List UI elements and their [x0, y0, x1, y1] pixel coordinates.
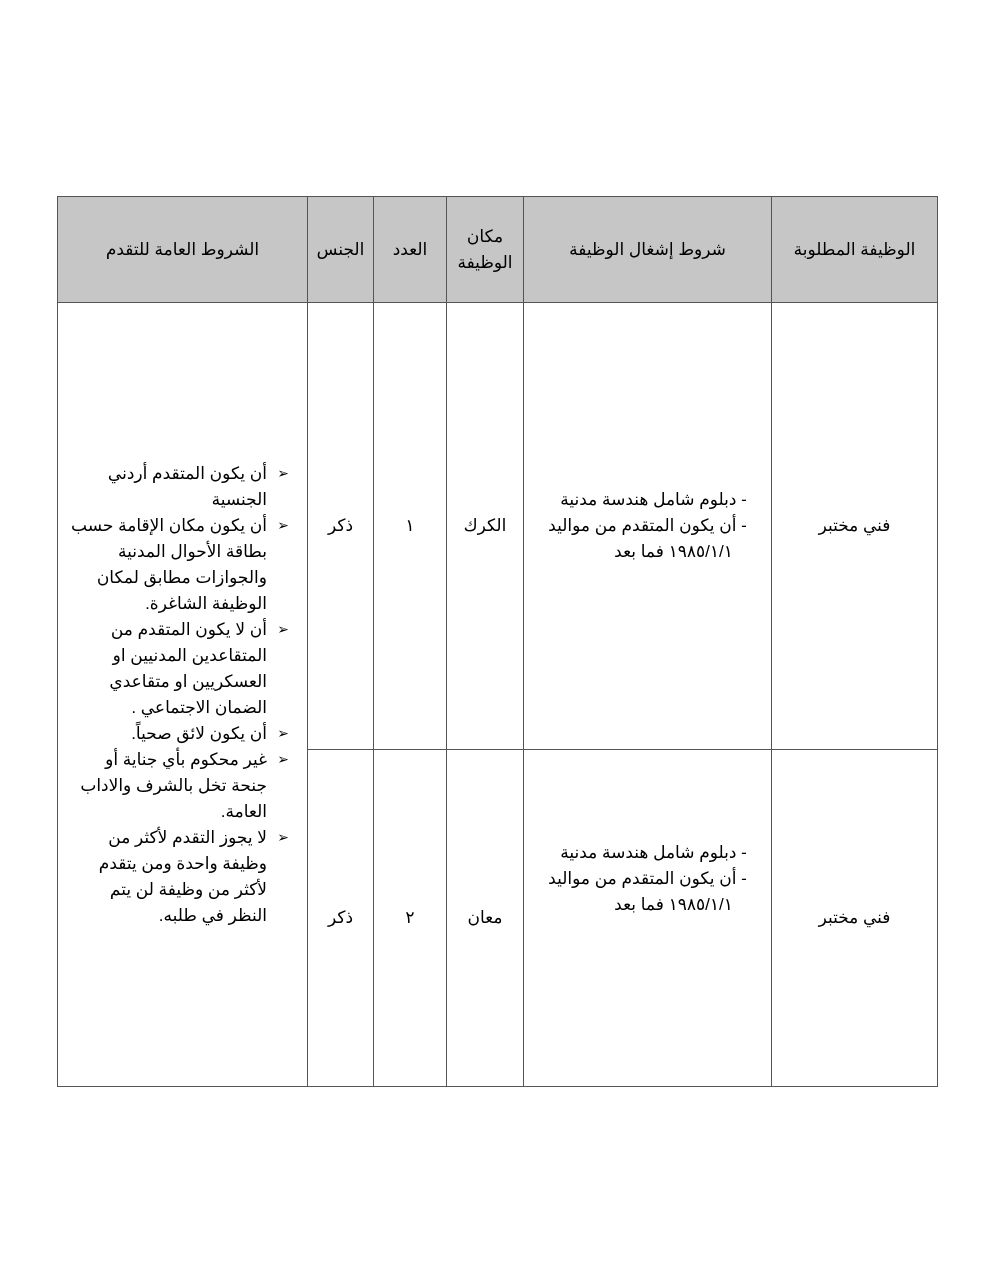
header-row: [58, 197, 938, 303]
job-gender-cell: ذكر: [308, 303, 374, 750]
table-row: [58, 303, 938, 750]
requirement-line: ١٩٨٥/١/١ فما بعد: [614, 542, 733, 561]
header-gender: الجنس: [308, 197, 374, 303]
general-conditions-cell: [58, 303, 308, 1087]
requirement-line: - أن يكون المتقدم من مواليد: [548, 516, 747, 535]
requirement-line: - أن يكون المتقدم من مواليد: [548, 869, 747, 888]
arrow-check-bullet-icon: ➢: [277, 465, 289, 482]
requirement-line: ١٩٨٥/١/١ فما بعد: [614, 895, 733, 914]
list-item: [70, 513, 289, 617]
arrow-check-bullet-icon: ➢: [277, 751, 289, 768]
list-item: [70, 617, 289, 721]
job-title-cell: فني مختبر: [772, 750, 938, 1087]
job-count-cell: ١: [374, 303, 447, 750]
arrow-check-bullet-icon: ➢: [277, 829, 289, 846]
list-item: [70, 721, 289, 747]
list-item: [70, 825, 289, 929]
general-conditions-list: [70, 461, 289, 929]
job-count-cell: ٢: [374, 750, 447, 1087]
job-title-cell: فني مختبر: [772, 303, 938, 750]
condition-text: أن يكون المتقدم أردني الجنسية: [107, 463, 267, 509]
condition-text: أن يكون مكان الإقامة حسب بطاقة الأحوال المدنية والجوازات مطابق لمكان الوظيفة الشاغرة.: [71, 515, 267, 613]
header-general-conditions: الشروط العامة للتقدم: [58, 197, 308, 303]
header-count: العدد: [374, 197, 447, 303]
job-location-cell: الكرك: [447, 303, 524, 750]
requirements-list: [548, 840, 747, 918]
arrow-check-bullet-icon: ➢: [277, 725, 289, 742]
arrow-check-bullet-icon: ➢: [277, 621, 289, 638]
list-item: [70, 747, 289, 825]
requirements-list: [548, 487, 747, 565]
condition-text: أن لا يكون المتقدم من المتقاعدين المدنيين او العسكريين او متقاعدي الضمان الاجتماعي .: [109, 619, 267, 717]
requirement-line: - دبلوم شامل هندسة مدنية: [560, 490, 747, 509]
job-requirements-cell: [524, 750, 772, 1087]
condition-text: أن يكون لائق صحياً.: [131, 723, 267, 743]
header-job: الوظيفة المطلوبة: [772, 197, 938, 303]
condition-text: غير محكوم بأي جناية أو جنحة تخل بالشرف والاداب العامة.: [80, 749, 267, 821]
condition-text: لا يجوز التقدم لأكثر من وظيفة واحدة ومن يتقدم لأكثر من وظيفة لن يتم النظر في طلبه.: [98, 827, 267, 925]
jobs-table: [57, 196, 938, 1087]
job-location-cell: معان: [447, 750, 524, 1087]
header-location: مكان الوظيفة: [447, 197, 524, 303]
requirement-line: - دبلوم شامل هندسة مدنية: [560, 843, 747, 862]
job-gender-cell: ذكر: [308, 750, 374, 1087]
list-item: [70, 461, 289, 513]
arrow-check-bullet-icon: ➢: [277, 517, 289, 534]
job-requirements-cell: [524, 303, 772, 750]
header-requirements: شروط إشغال الوظيفة: [524, 197, 772, 303]
